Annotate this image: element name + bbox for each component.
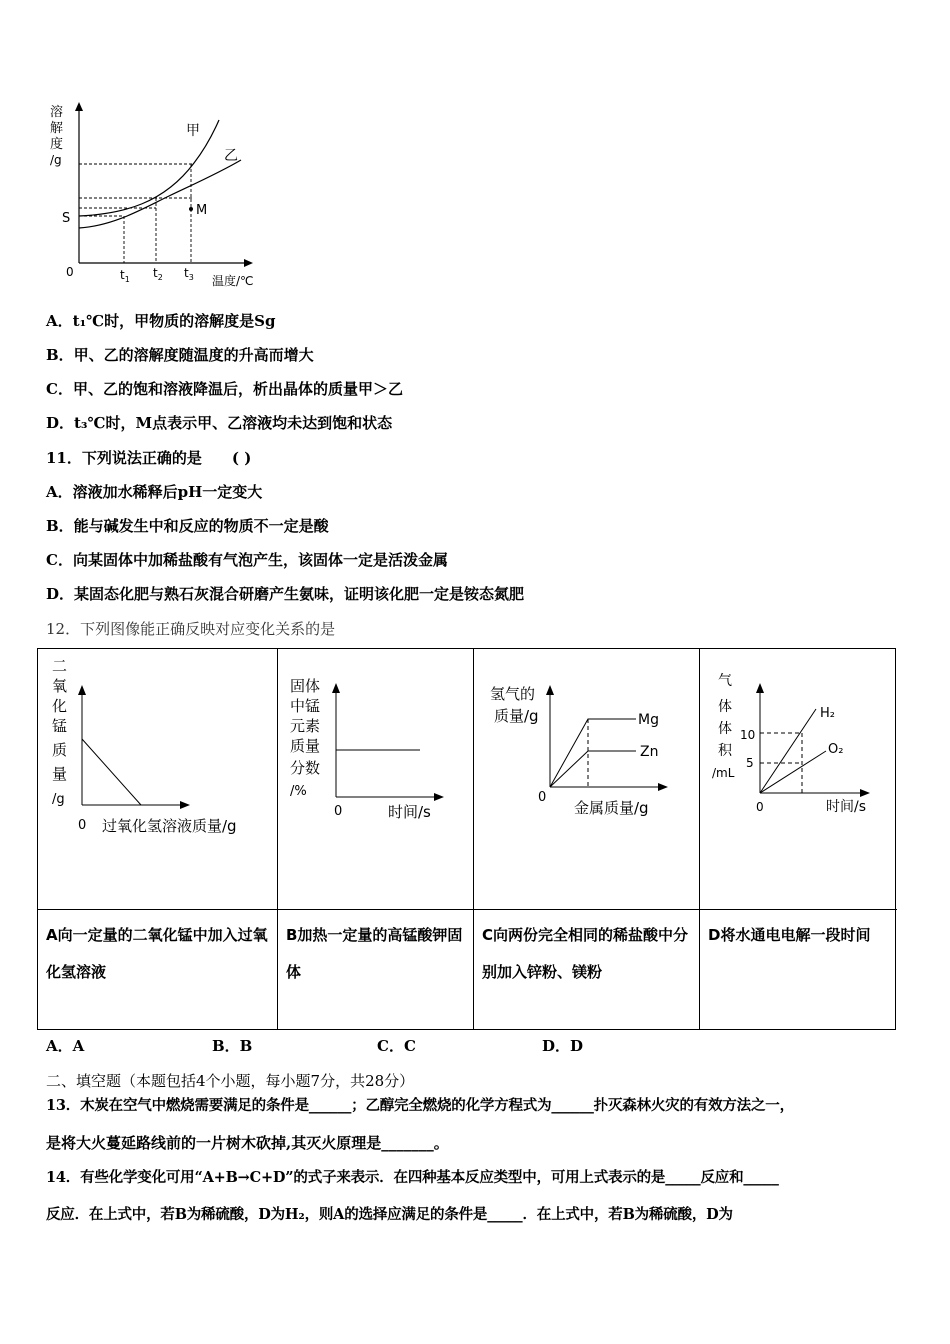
tick-t1: $t_1$ bbox=[120, 268, 130, 284]
cell-b bbox=[278, 649, 474, 1029]
graph-c-ylabel-1: 氢气的 bbox=[490, 685, 536, 703]
graph-d-origin: 0 bbox=[756, 800, 764, 814]
point-m bbox=[189, 207, 193, 211]
graph-c bbox=[474, 649, 700, 907]
graph-b-xlabel: 时间/s bbox=[388, 803, 431, 821]
q11-option-c: C．向某固体中加稀盐酸有气泡产生，该固体一定是活泼金属 bbox=[46, 551, 448, 569]
cell-c bbox=[474, 649, 700, 1029]
tick-t3: $t_3$ bbox=[184, 266, 194, 282]
graph-a-ylabel-5: 质 bbox=[52, 741, 68, 759]
graph-a-origin: 0 bbox=[78, 818, 87, 833]
q10-option-a: A．t₁℃时，甲物质的溶解度是Sg bbox=[46, 312, 276, 330]
graph-c-zn-label: Zn bbox=[640, 744, 659, 760]
graph-c-mg-label: Mg bbox=[638, 712, 659, 728]
graph-a-line bbox=[82, 739, 141, 805]
solubility-ylabel-1: 溶 bbox=[50, 105, 64, 120]
curve-jia-label: 甲 bbox=[186, 123, 200, 139]
graph-b-ylabel-1: 固体 bbox=[290, 677, 321, 695]
graph-a-ylabel-1: 二 bbox=[52, 657, 68, 675]
q12-choice-c: C．C bbox=[377, 1037, 416, 1055]
graph-c-ylabel-2: 质量/g bbox=[494, 707, 539, 725]
curve-yi-label: 乙 bbox=[224, 148, 238, 164]
solubility-ylabel-2: 解 bbox=[50, 121, 64, 136]
graph-a bbox=[38, 649, 278, 907]
caption-c: C向两份完全相同的稀盐酸中分别加入锌粉、镁粉 bbox=[482, 926, 689, 981]
q14-line-1: 14．有些化学变化可用“A+B→C+D”的式子来表示．在四种基本反应类型中，可用上式表示的是_____反应和_____ bbox=[46, 1169, 779, 1186]
cell-d bbox=[700, 649, 897, 1029]
graph-a-ylabel-4: 锰 bbox=[52, 717, 68, 735]
q14-line-2: 反应．在上式中，若B为稀硫酸，D为H₂，则A的选择应满足的条件是_____．在上式中，若B为稀硫酸，D为 bbox=[46, 1206, 733, 1223]
q10-option-d: D．t₃℃时，M点表示甲、乙溶液均未达到饱和状态 bbox=[46, 414, 393, 432]
graph-a-xlabel: 过氧化氢溶液质量/g bbox=[102, 817, 237, 835]
graph-c-zn-line bbox=[550, 751, 636, 787]
graph-a-ylabel-7: /g bbox=[52, 792, 65, 807]
graph-d-ylabel-2: 体 bbox=[718, 699, 732, 715]
graph-a-ylabel-3: 化 bbox=[52, 697, 68, 715]
graph-b-ylabel-6: /% bbox=[290, 784, 307, 799]
graph-d-xlabel: 时间/s bbox=[826, 799, 867, 815]
graph-b-ylabel-4: 质量 bbox=[290, 737, 321, 755]
graph-b-origin: 0 bbox=[334, 804, 343, 819]
q13-line-2: 是将大火蔓延路线前的一片树木砍掉,其灭火原理是_______。 bbox=[46, 1134, 449, 1152]
graph-a-ylabel-6: 量 bbox=[52, 765, 68, 783]
graph-c-origin: 0 bbox=[538, 790, 547, 805]
q12-choice-a: A．A bbox=[46, 1037, 85, 1055]
solubility-chart bbox=[44, 98, 274, 293]
solubility-xlabel: 温度/℃ bbox=[212, 274, 254, 288]
q11-stem: 11．下列说法正确的是 ( ) bbox=[46, 449, 252, 467]
graph-d-h2-line bbox=[760, 709, 816, 793]
q11-option-b: B．能与碱发生中和反应的物质不一定是酸 bbox=[46, 517, 329, 535]
graph-b-ylabel-2: 中锰 bbox=[290, 697, 321, 715]
solubility-origin: 0 bbox=[66, 265, 74, 279]
caption-b: B加热一定量的高锰酸钾固体 bbox=[286, 926, 463, 981]
cell-a bbox=[38, 649, 278, 1029]
graph-a-ylabel-2: 氧 bbox=[52, 677, 68, 695]
q12-choice-d: D．D bbox=[542, 1037, 584, 1055]
graph-d-ylabel-4: 积 bbox=[718, 743, 732, 759]
graph-d-o2-line bbox=[760, 751, 826, 793]
graph-d-ylabel-1: 气 bbox=[718, 673, 732, 689]
graph-b-ylabel-5: 分数 bbox=[290, 759, 321, 777]
q11-option-a: A．溶液加水稀释后pH一定变大 bbox=[46, 483, 263, 501]
graph-d-h2-label: H₂ bbox=[820, 706, 835, 721]
q11-option-d: D．某固态化肥与熟石灰混合研磨产生氨味，证明该化肥一定是铵态氮肥 bbox=[46, 585, 525, 603]
graph-d-tick-5: 5 bbox=[746, 756, 754, 770]
graph-b bbox=[278, 649, 474, 907]
q13-line-1: 13．木炭在空气中燃烧需要满足的条件是______；乙醇完全燃烧的化学方程式为______扑灭森林火灾的有效方法之一， bbox=[46, 1097, 794, 1114]
solubility-ylabel-4: /g bbox=[50, 153, 62, 167]
point-m-label: M bbox=[196, 203, 208, 218]
section-2-heading: 二、填空题（本题包括4个小题，每小题7分，共28分） bbox=[46, 1072, 415, 1090]
tick-t2: $t_2$ bbox=[153, 266, 163, 282]
q12-choice-b: B．B bbox=[212, 1037, 253, 1055]
q12-stem: 12．下列图像能正确反映对应变化关系的是 bbox=[46, 620, 336, 638]
graph-d-ylabel-3: 体 bbox=[718, 721, 732, 737]
q10-option-b: B．甲、乙的溶解度随温度的升高而增大 bbox=[46, 346, 314, 364]
q12-graph-table bbox=[37, 648, 896, 1030]
graph-d-ylabel-5: /mL bbox=[712, 766, 735, 780]
graph-c-xlabel: 金属质量/g bbox=[574, 799, 649, 817]
caption-a: A向一定量的二氧化锰中加入过氧化氢溶液 bbox=[46, 926, 268, 981]
caption-d: D将水通电电解一段时间 bbox=[708, 926, 871, 944]
graph-d bbox=[700, 649, 896, 907]
graph-c-mg-line bbox=[550, 719, 636, 787]
solubility-ylabel-3: 度 bbox=[50, 137, 64, 152]
solubility-s-label: S bbox=[62, 211, 71, 226]
graph-b-ylabel-3: 元素 bbox=[290, 717, 321, 735]
graph-d-tick-10: 10 bbox=[740, 728, 756, 742]
graph-d-o2-label: O₂ bbox=[828, 742, 844, 757]
q10-option-c: C．甲、乙的饱和溶液降温后，析出晶体的质量甲＞乙 bbox=[46, 380, 403, 398]
